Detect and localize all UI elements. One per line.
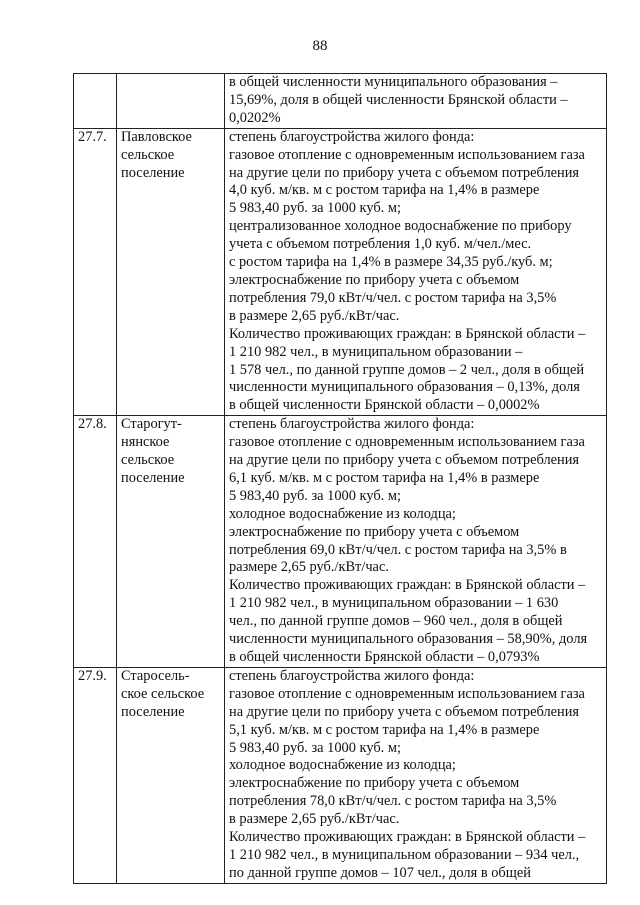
description-line: в размере 2,65 руб./кВт/час. [229, 307, 400, 324]
settlement-name-line: Старогут- [121, 416, 182, 433]
description-line: в размере 2,65 руб./кВт/час. [229, 811, 400, 828]
description-line: в общей численности муниципального образования – [229, 74, 558, 90]
description-line: 4,0 куб. м/кв. м с ростом тарифа на 1,4% в размере [229, 182, 540, 199]
description-line: электроснабжение по прибору учета с объемом [229, 271, 520, 288]
description-line: потребления 79,0 кВт/ч/чел. с ростом тарифа на 3,5% [229, 289, 557, 306]
description-line: 5,1 куб. м/кв. м с ростом тарифа на 1,4% в размере [229, 721, 540, 738]
description-line: в общей численности Брянской области – 0,0793% [229, 649, 540, 665]
description-line: централизованное холодное водоснабжение по прибору [229, 218, 572, 235]
settlement-name-line: поселение [121, 469, 185, 486]
table-row [74, 74, 607, 129]
description-line: 1 210 982 чел., в муниципальном образовании – 1 630 [229, 595, 559, 612]
description-cell [225, 667, 607, 883]
settlement-name-cell [117, 416, 225, 668]
description-cell [225, 128, 607, 416]
settlement-name-cell [117, 74, 225, 129]
settlement-name-line: поселение [121, 703, 185, 720]
settlement-name-line: нянское [121, 434, 170, 451]
description-line: степень благоустройства жилого фонда: [229, 128, 475, 145]
settlement-name-line: поселение [121, 164, 185, 181]
description-line: чел., по данной группе домов – 960 чел., доля в общей [229, 613, 563, 630]
settlement-name-line: ское сельское [121, 685, 205, 702]
description-line: учета с объемом потребления 1,0 куб. м/чел./мес. [229, 236, 532, 253]
description-line: 1 210 982 чел., в муниципальном образовании – [229, 343, 523, 360]
row-number-cell [74, 667, 117, 883]
description-line: численности муниципального образования – 0,13%, доля [229, 379, 580, 396]
description-line: численности муниципального образования – 58,90%, доля [229, 631, 588, 648]
description-line: газовое отопление с одновременным использованием газа [229, 434, 585, 451]
description-line: потребления 78,0 кВт/ч/чел. с ростом тарифа на 3,5% [229, 793, 557, 810]
description-line: 0,0202% [229, 109, 281, 126]
row-number: 27.9. [78, 667, 107, 684]
description-line: 5 983,40 руб. за 1000 куб. м; [229, 487, 401, 504]
settlement-name-cell [117, 128, 225, 416]
row-number-cell [74, 128, 117, 416]
description-line: газовое отопление с одновременным использованием газа [229, 685, 585, 702]
row-number-cell [74, 416, 117, 668]
table-row [74, 667, 607, 883]
settlement-name-cell [117, 667, 225, 883]
settlement-name-line: Старосель- [121, 667, 190, 684]
settlement-name-line: Павловское [121, 128, 192, 145]
description-line: 5 983,40 руб. за 1000 куб. м; [229, 739, 401, 756]
description-line: на другие цели по прибору учета с объемом потребления [229, 452, 580, 469]
settlement-name-line: сельское [121, 452, 175, 469]
row-number-cell [74, 74, 117, 129]
description-line: Количество проживающих граждан: в Брянской области – [229, 325, 586, 342]
description-cell [225, 74, 607, 129]
description-line: электроснабжение по прибору учета с объемом [229, 775, 520, 792]
description-line: по данной группе домов – 107 чел., доля в общей [229, 864, 531, 881]
settlements-table [73, 73, 607, 884]
page-number: 88 [312, 38, 328, 54]
description-line: в общей численности Брянской области – 0,0002% [229, 397, 540, 414]
description-line: размере 2,65 руб./кВт/час. [229, 559, 389, 576]
description-line: 15,69%, доля в общей численности Брянской области – [229, 91, 568, 108]
row-number: 27.7. [78, 128, 107, 145]
description-line: холодное водоснабжение из колодца; [229, 505, 456, 522]
description-line: степень благоустройства жилого фонда: [229, 667, 475, 684]
description-line: на другие цели по прибору учета с объемом потребления [229, 164, 580, 181]
description-line: на другие цели по прибору учета с объемом потребления [229, 703, 580, 720]
description-line: с ростом тарифа на 1,4% в размере 34,35 руб./куб. м; [229, 254, 553, 271]
description-line: 6,1 куб. м/кв. м с ростом тарифа на 1,4% в размере [229, 469, 540, 486]
description-line: степень благоустройства жилого фонда: [229, 416, 475, 433]
description-line: газовое отопление с одновременным использованием газа [229, 146, 585, 163]
description-line: потребления 69,0 кВт/ч/чел. с ростом тарифа на 3,5% в [229, 541, 567, 558]
settlement-name-line: сельское [121, 146, 175, 163]
description-line: 1 578 чел., по данной группе домов – 2 чел., доля в общей [229, 361, 585, 378]
description-line: 1 210 982 чел., в муниципальном образовании – 934 чел., [229, 846, 580, 863]
description-line: 5 983,40 руб. за 1000 куб. м; [229, 200, 401, 217]
description-line: электроснабжение по прибору учета с объемом [229, 523, 520, 540]
description-line: Количество проживающих граждан: в Брянской области – [229, 577, 586, 594]
description-line: Количество проживающих граждан: в Брянской области – [229, 829, 586, 846]
row-number: 27.8. [78, 416, 107, 433]
table-row [74, 128, 607, 416]
table-row [74, 416, 607, 668]
table-body [74, 74, 607, 884]
description-line: холодное водоснабжение из колодца; [229, 757, 456, 774]
description-cell [225, 416, 607, 668]
